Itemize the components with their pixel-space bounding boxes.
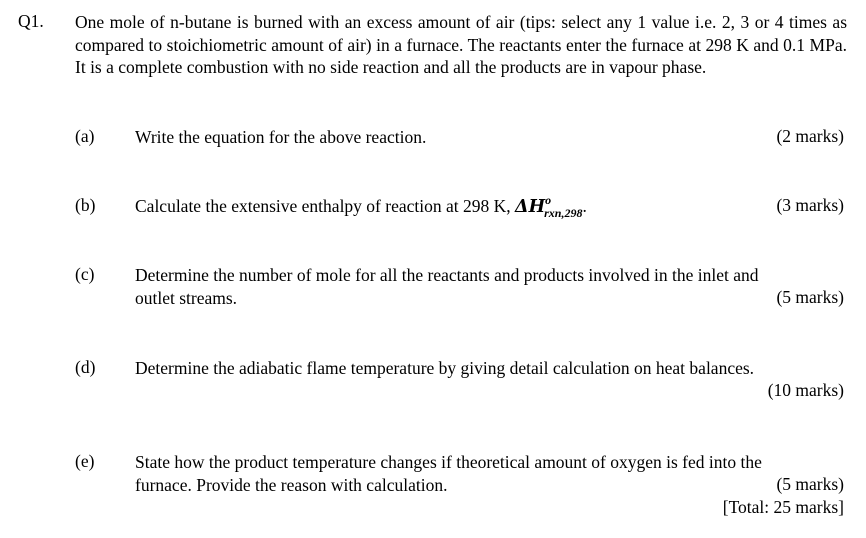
part-c-line-2: outlet streams. (135, 287, 238, 308)
part-d-label: (d) (75, 357, 96, 377)
question-intro: One mole of n-butane is burned with an excess amount of air (tips: select any 1 value i.e. 2, 3 or 4 times as compared to stoichiometric amount of air) in a furnace. The reactants enter the furnace at 298 K and 0.1 MPa. It is a complete combustion with no side reaction and all the products are in vapour phase. (75, 12, 847, 77)
part-e-label: (e) (75, 451, 95, 471)
part-b-text (135, 195, 735, 220)
part-b-marks: (3 marks) (776, 195, 844, 215)
part-d-line-1: Determine the adiabatic flame temperature by giving detail calculation on heat balances. (135, 358, 755, 378)
part-a-text: Write the equation for the above reaction. (135, 127, 427, 147)
part-e-text (135, 451, 847, 496)
total-marks: [Total: 25 marks] (722, 497, 844, 517)
question-number: Q1. (18, 11, 44, 31)
enthalpy-symbol: ΔH (515, 197, 546, 217)
part-b-text-prefix: Calculate the extensive enthalpy of reaction at 298 K, (135, 196, 516, 216)
part-c-line-1: Determine the number of mole for all the reactants and products involved in the inlet and (135, 265, 759, 285)
part-c-text (135, 264, 847, 309)
part-e-line-2: furnace. Provide the reason with calculation. (135, 474, 448, 495)
enthalpy-superscript: o (545, 193, 552, 207)
part-c-marks: (5 marks) (776, 287, 844, 307)
part-a-label: (a) (75, 126, 95, 146)
part-c-label: (c) (75, 264, 95, 284)
part-d-text (135, 357, 847, 380)
part-e-marks: (5 marks) (776, 474, 844, 494)
part-d-marks: (10 marks) (767, 380, 844, 400)
part-e-line-1: State how the product temperature changes if theoretical amount of oxygen is fed into the (135, 452, 762, 472)
part-b-label: (b) (75, 195, 96, 215)
enthalpy-subscript: rxn,298 (544, 206, 583, 220)
part-b-text-suffix: . (582, 196, 587, 216)
part-a-marks: (2 marks) (776, 126, 844, 146)
